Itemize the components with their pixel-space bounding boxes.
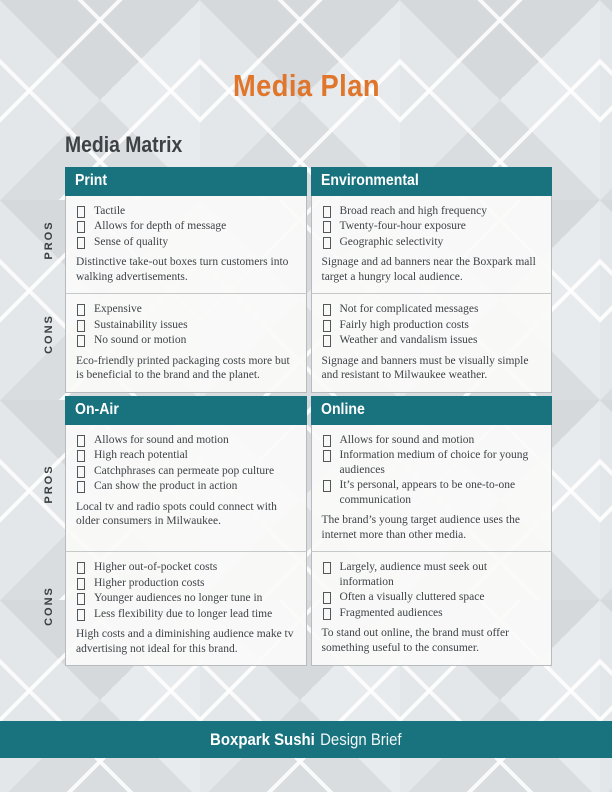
bullet-text: Allows for sound and motion bbox=[339, 433, 475, 446]
bullet-text: Expensive bbox=[94, 303, 142, 316]
missing-glyph-bullet-icon bbox=[323, 304, 331, 316]
bullet-item bbox=[76, 219, 296, 233]
quadrant-header-environmental bbox=[311, 167, 553, 196]
bullet-text: Can show the product in action bbox=[94, 480, 238, 493]
missing-glyph-bullet-icon bbox=[323, 435, 331, 447]
summary-text: To stand out online, the brand must offer something useful to the consumer. bbox=[321, 627, 509, 654]
bullet-text: Not for complicated messages bbox=[339, 303, 479, 316]
bullet-item bbox=[322, 333, 542, 347]
quadrant-header-label: Print bbox=[75, 172, 108, 189]
pros-label-text: PROS bbox=[43, 464, 55, 504]
bullet-text: Higher production costs bbox=[94, 576, 205, 589]
matrix-row-print-environmental bbox=[65, 167, 552, 393]
missing-glyph-bullet-icon bbox=[323, 335, 331, 347]
page-title-text: Media Plan bbox=[232, 68, 380, 103]
bullet-text: Tactile bbox=[94, 205, 126, 217]
bullet-text: Often a visually cluttered space bbox=[339, 591, 485, 604]
bullet-item bbox=[76, 204, 296, 218]
missing-glyph-bullet-icon bbox=[77, 450, 85, 462]
bullet-item bbox=[76, 464, 296, 478]
row1-pros-label bbox=[43, 220, 55, 259]
missing-glyph-bullet-icon bbox=[77, 221, 85, 233]
bullet-text: Younger audiences no longer tune in bbox=[94, 592, 263, 605]
bullet-text: Allows for sound and motion bbox=[94, 433, 229, 446]
bullet-item bbox=[322, 590, 542, 604]
bullet-item bbox=[76, 433, 296, 447]
section-heading bbox=[65, 132, 198, 158]
missing-glyph-bullet-icon bbox=[323, 608, 331, 620]
bullet-text: High reach potential bbox=[94, 449, 188, 462]
missing-glyph-bullet-icon bbox=[323, 237, 331, 249]
bullet-list bbox=[76, 302, 296, 347]
bullet-item bbox=[76, 448, 296, 462]
bullet-text: Sustainability issues bbox=[94, 318, 188, 331]
bullet-item bbox=[76, 333, 296, 347]
bullet-item bbox=[322, 235, 542, 249]
missing-glyph-bullet-icon bbox=[323, 480, 331, 492]
bullet-text: Weather and vandalism issues bbox=[339, 334, 478, 347]
bullet-item bbox=[76, 235, 296, 249]
cons-label-text: CONS bbox=[43, 586, 55, 626]
footer-brand: Boxpark Sushi bbox=[210, 729, 315, 749]
environmental-cons-cell bbox=[311, 294, 553, 392]
summary-text: Signage and banners must be visually simple and resistant to Milwaukee weather. bbox=[321, 354, 529, 382]
bullet-item bbox=[322, 606, 542, 620]
footer-text bbox=[210, 730, 402, 750]
bullet-item bbox=[76, 302, 296, 316]
environmental-pros-cell bbox=[311, 196, 553, 294]
bullet-text: Information medium of choice for young audiences bbox=[339, 449, 529, 476]
bullet-list bbox=[322, 433, 542, 507]
print-pros-cell bbox=[65, 196, 307, 294]
pros-label-text: PROS bbox=[43, 220, 55, 260]
row2-pros-label bbox=[43, 464, 55, 503]
missing-glyph-bullet-icon bbox=[77, 435, 85, 447]
bullet-list bbox=[322, 560, 542, 620]
bullet-text: Less flexibility due to longer lead time bbox=[94, 607, 273, 620]
missing-glyph-bullet-icon bbox=[77, 335, 85, 347]
bullet-item bbox=[76, 591, 296, 605]
missing-glyph-bullet-icon bbox=[77, 593, 85, 605]
quadrant-header-on-air bbox=[65, 396, 307, 425]
missing-glyph-bullet-icon bbox=[77, 206, 85, 218]
bullet-item bbox=[322, 219, 542, 233]
bullet-text: Largely, audience must seek out information bbox=[339, 561, 488, 588]
cons-label-text: CONS bbox=[43, 314, 55, 354]
bullet-text: Geographic selectivity bbox=[339, 235, 444, 248]
bullet-item bbox=[322, 478, 542, 507]
missing-glyph-bullet-icon bbox=[77, 237, 85, 249]
missing-glyph-bullet-icon bbox=[323, 592, 331, 604]
bullet-item bbox=[322, 433, 542, 447]
bullet-text: No sound or motion bbox=[94, 334, 187, 347]
missing-glyph-bullet-icon bbox=[323, 206, 331, 218]
quadrant-header-online bbox=[311, 396, 553, 425]
bullet-list bbox=[76, 433, 296, 494]
bullet-item bbox=[76, 479, 296, 493]
row2-cons-label bbox=[43, 586, 55, 626]
bullet-item bbox=[322, 204, 542, 218]
page-title bbox=[0, 68, 612, 104]
bullet-item bbox=[322, 318, 542, 332]
quadrant-header-label: Environmental bbox=[320, 172, 419, 189]
summary-text: Eco-friendly printed packaging costs more but is beneficial to the brand and the planet. bbox=[76, 354, 290, 382]
bullet-text: Allows for depth of message bbox=[94, 220, 227, 233]
summary-text: Distinctive take-out boxes turn customers into walking advertisements. bbox=[76, 256, 289, 283]
bullet-item bbox=[76, 560, 296, 574]
bullet-text: Sense of quality bbox=[94, 235, 169, 248]
missing-glyph-bullet-icon bbox=[77, 578, 85, 590]
print-cons-cell bbox=[65, 294, 307, 392]
section-heading-text: Media Matrix bbox=[65, 132, 183, 157]
missing-glyph-bullet-icon bbox=[323, 320, 331, 332]
missing-glyph-bullet-icon bbox=[323, 450, 331, 462]
quadrant-header-label: Online bbox=[320, 400, 365, 418]
on-air-cons-cell bbox=[65, 552, 307, 666]
media-matrix-table bbox=[65, 167, 552, 666]
missing-glyph-bullet-icon bbox=[77, 562, 85, 574]
bullet-text: Catchphrases can permeate pop culture bbox=[94, 464, 275, 477]
bullet-text: Fairly high production costs bbox=[339, 318, 469, 331]
summary-text: The brand’s young target audience uses the internet more than other media. bbox=[321, 514, 520, 541]
missing-glyph-bullet-icon bbox=[77, 304, 85, 316]
on-air-pros-cell bbox=[65, 425, 307, 552]
bullet-item bbox=[322, 560, 542, 589]
missing-glyph-bullet-icon bbox=[323, 562, 331, 574]
missing-glyph-bullet-icon bbox=[323, 221, 331, 233]
missing-glyph-bullet-icon bbox=[77, 481, 85, 493]
quadrant-header-print bbox=[65, 167, 307, 196]
row1-cons-label bbox=[43, 314, 55, 354]
footer-suffix: Design Brief bbox=[320, 729, 402, 749]
bullet-list bbox=[322, 204, 542, 249]
bullet-item bbox=[322, 448, 542, 477]
bullet-text: Broad reach and high frequency bbox=[339, 205, 488, 217]
footer-bar bbox=[0, 721, 612, 758]
bullet-list bbox=[76, 560, 296, 621]
missing-glyph-bullet-icon bbox=[77, 320, 85, 332]
bullet-item bbox=[76, 607, 296, 621]
missing-glyph-bullet-icon bbox=[77, 466, 85, 478]
bullet-text: Higher out-of-pocket costs bbox=[94, 561, 218, 574]
online-pros-cell bbox=[311, 425, 553, 552]
bullet-text: Twenty-four-hour exposure bbox=[339, 220, 466, 233]
online-cons-cell bbox=[311, 552, 553, 666]
bullet-item bbox=[76, 318, 296, 332]
summary-text: High costs and a diminishing audience make tv advertising not ideal for this brand. bbox=[76, 628, 294, 655]
bullet-item bbox=[322, 302, 542, 316]
bullet-text: It’s personal, appears to be one-to-one communication bbox=[339, 479, 516, 506]
matrix-row-onair-online bbox=[65, 396, 552, 666]
summary-text: Signage and ad banners near the Boxpark mall target a hungry local audience. bbox=[321, 256, 536, 283]
missing-glyph-bullet-icon bbox=[77, 609, 85, 621]
bullet-item bbox=[76, 576, 296, 590]
summary-text: Local tv and radio spots could connect with older consumers in Milwaukee. bbox=[76, 500, 277, 528]
bullet-list bbox=[322, 302, 542, 347]
bullet-text: Fragmented audiences bbox=[339, 606, 443, 619]
bullet-list bbox=[76, 204, 296, 249]
quadrant-header-label: On-Air bbox=[75, 400, 119, 418]
